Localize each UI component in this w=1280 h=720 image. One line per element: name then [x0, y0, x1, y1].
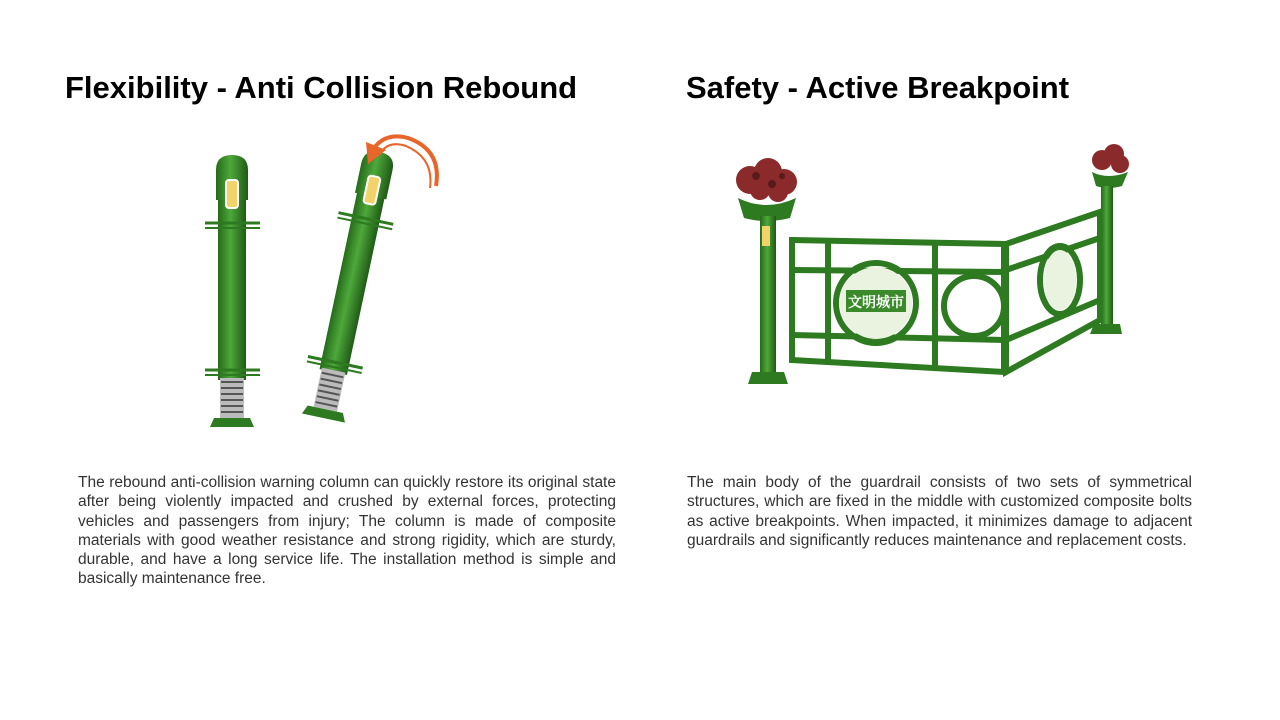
flower-planter-right	[1092, 144, 1129, 188]
guardrail-illustration	[720, 140, 1140, 395]
right-section-heading: Safety - Active Breakpoint	[686, 70, 1070, 105]
sign-text: 文明城市	[848, 295, 904, 311]
right-section-description: The main body of the guardrail consists of two sets of symmetrical structures, which are fixed in the middle with customized composite bolts as active breakpoints. When impacted, it minimizes damage to adjacent guardrails and significantly reduces maintenance and replacement costs.	[687, 474, 1192, 549]
left-section-heading: Flexibility - Anti Collision Rebound	[65, 70, 578, 105]
upright-column	[205, 155, 260, 427]
flower-planter-left	[736, 158, 797, 221]
side-sign	[1044, 250, 1076, 310]
guardrail-post-left	[748, 216, 788, 384]
rebound-column-illustration	[190, 130, 460, 435]
tilted-column	[296, 146, 407, 424]
guardrail-post-right	[1090, 186, 1122, 334]
left-section-description: The rebound anti-collision warning column can quickly restore its original state after being violently impacted and crushed by external forces, protecting vehicles and passengers from injury; The column is made of composite materials with good weather resistance and strong rigidity, which are sturdy, durable, and have a long service life. The installation method is simple and basically maintenance free.	[78, 474, 616, 588]
